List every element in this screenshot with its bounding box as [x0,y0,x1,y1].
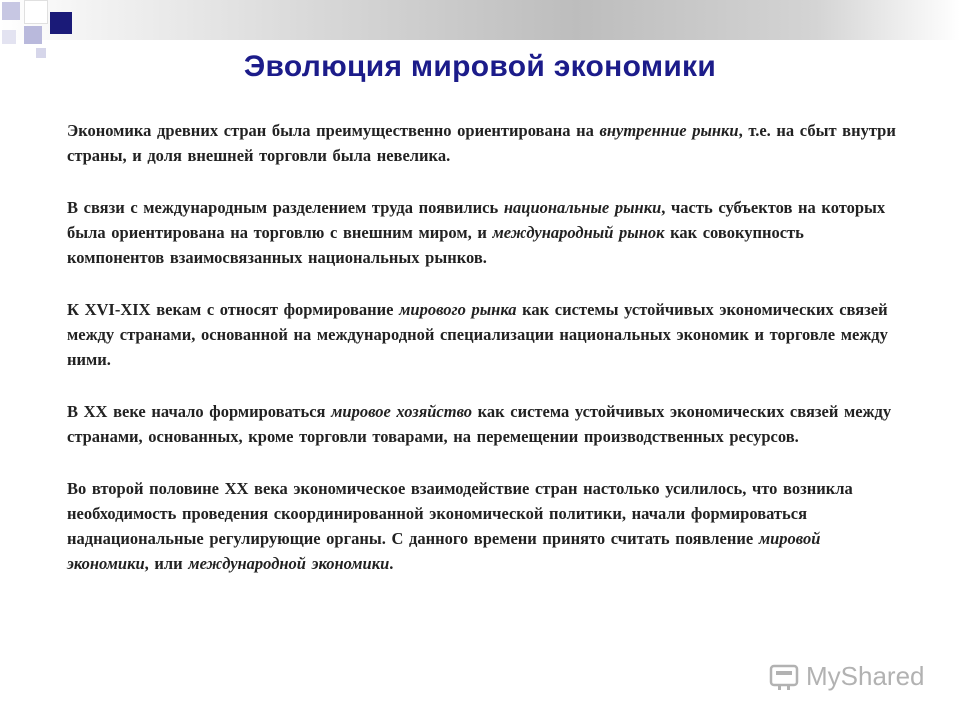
emphasized-term: международный рынок [492,223,665,242]
decor-square [24,0,48,24]
emphasized-term: международной экономики [188,554,390,573]
emphasized-term: внутренние рынки [599,121,739,140]
paragraph-text: как системы устойчивых экономических связей между странами, основанной на международной специализации национальных экономик и торговле между ними. [67,300,888,369]
paragraph-text: , часть субъектов на которых была ориентирована на торговлю с внешним миром, и [67,198,886,242]
paragraph-text: . [389,554,394,573]
paragraph-text: , или [144,554,189,573]
paragraph [67,195,897,270]
paragraph-text: В XX веке начало формироваться [67,402,332,421]
paragraph [67,297,897,372]
paragraph-text: как система устойчивых экономических связей между странами, основанных, кроме торговли товарами, на перемещении производственных ресурсов. [67,402,892,446]
paragraph-text: Во второй половине XX века экономическое взаимодействие стран настолько усилилось, что возникла необходимость проведения скоординированной экономической политики, начали формироваться наднациональные регулирующие органы. С данного времени принято считать появление [67,479,853,548]
paragraph [67,476,897,576]
watermark-text: MyShared [806,660,925,691]
paragraph [67,399,897,449]
decor-square [24,26,42,44]
slide-body [67,118,897,603]
paragraph-text: Экономика древних стран была преимущественно ориентирована на [67,121,600,140]
decor-square [50,12,72,34]
paragraph-text: как совокупность компонентов взаимосвязанных национальных рынков. [67,223,804,267]
mushroom-logo-icon [768,660,800,692]
header-gradient-bar [0,0,960,40]
paragraph-text: , т.е. на сбыт внутри страны, и доля внешней торговли была невелика. [67,121,896,165]
watermark [768,656,925,696]
slide-title: Эволюция мировой экономики [243,50,717,83]
emphasized-term: национальные рынки [503,198,662,217]
paragraph [67,118,897,168]
emphasized-term: мировое хозяйство [331,402,472,421]
emphasized-term: мировой экономики [67,529,821,573]
paragraph-text: К XVI-XIX векам с относят формирование [67,300,400,319]
paragraph-text: В связи с международным разделением труда появились [67,198,504,217]
emphasized-term: мирового рынка [399,300,517,319]
decor-square [2,2,20,20]
decor-square [2,30,16,44]
